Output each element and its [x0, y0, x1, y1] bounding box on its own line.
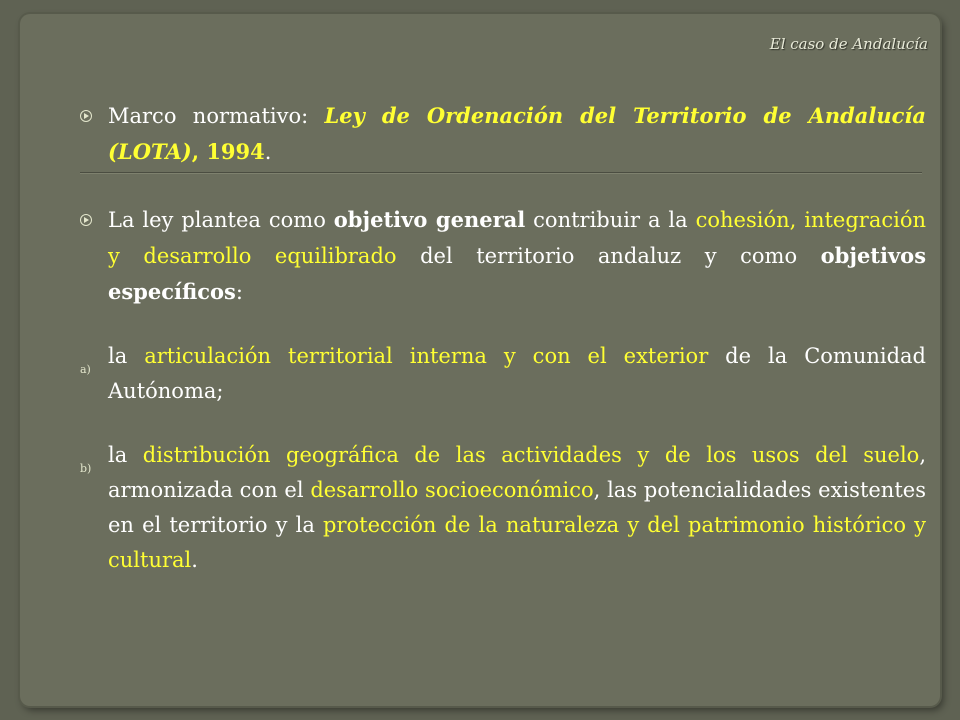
- text-segment: , las potencialidades existentes en el territorio y la: [108, 478, 926, 537]
- text-segment: de la Comunidad Autónoma;: [108, 344, 926, 403]
- text-segment: , armonizada con el: [108, 443, 926, 502]
- text-segment: la: [108, 344, 145, 368]
- spacer: [80, 310, 926, 339]
- text-segment: Marco normativo:: [108, 104, 325, 128]
- text-segment: articulación territorial interna y con el exterior: [144, 344, 709, 368]
- text-segment: :: [235, 280, 243, 304]
- text-segment: la: [108, 443, 143, 467]
- bullet-arrow-icon: [80, 110, 92, 122]
- text-segment: .: [191, 548, 198, 572]
- text-segment: distribución geográfica de las actividades y de los usos del suelo: [142, 443, 920, 467]
- text-segment: .: [264, 140, 272, 164]
- text-segment: contribuir a la: [525, 208, 696, 232]
- text-segment: del territorio andaluz y como: [396, 244, 821, 268]
- text-segment: objetivo general: [333, 207, 526, 232]
- list-item-b: [80, 438, 926, 578]
- bullet-item-marco: [80, 98, 926, 170]
- list-marker: a): [80, 363, 91, 376]
- text-segment: objetivos específicos: [108, 243, 927, 304]
- text-segment: , 1994: [191, 139, 265, 164]
- list-item-a: [80, 339, 926, 409]
- text-segment: desarrollo socioeconómico: [310, 478, 594, 502]
- slide-content: [80, 98, 926, 578]
- header-title: El caso de Andalucía: [769, 35, 928, 53]
- text-segment: La ley plantea como: [108, 208, 334, 232]
- text-segment: protección de la naturaleza y del patrimonio histórico y cultural: [108, 513, 927, 572]
- bullet-item-objetivos: [80, 202, 926, 310]
- divider: [80, 172, 922, 174]
- text-segment: Ley de Ordenación del Territorio de Andalucía (LOTA): [108, 103, 926, 164]
- text-segment: cohesión, integración y desarrollo equilibrado: [108, 208, 926, 268]
- bullet-arrow-icon: [80, 214, 92, 226]
- slide-frame: [20, 14, 940, 706]
- list-marker: b): [80, 462, 92, 475]
- spacer: [80, 409, 926, 438]
